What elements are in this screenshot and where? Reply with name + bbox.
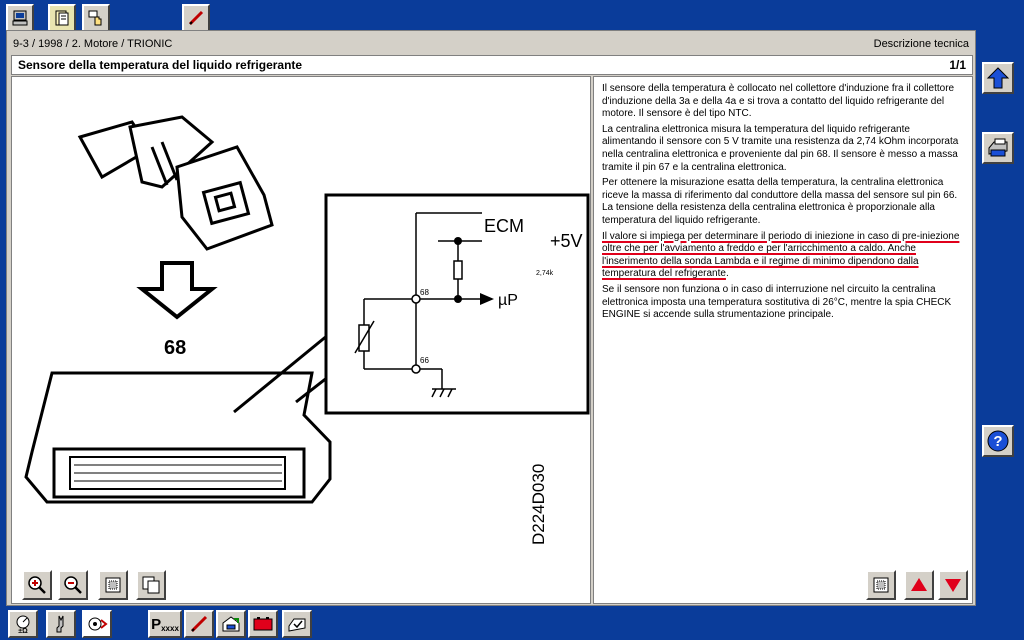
fit-view-icon bbox=[103, 575, 123, 595]
page-title: Sensore della temperatura del liquido refrigerante bbox=[18, 58, 303, 72]
navigate-up-button[interactable] bbox=[982, 62, 1014, 94]
document-button[interactable] bbox=[48, 4, 76, 30]
wrench-icon bbox=[51, 614, 71, 634]
highlighted-text-end: . bbox=[725, 268, 729, 280]
diagram-code: D224D030 bbox=[529, 463, 548, 545]
page-up-button[interactable] bbox=[904, 570, 934, 600]
car-history-button[interactable] bbox=[216, 610, 246, 638]
description-paragraph: Il sensore della temperatura è collocato nel collettore d'induzione fra il collettore d'induzione della 3a e della 4a e si trova a contatto del liquido refrigerante del motore. Il sensore è del tipo NTC. bbox=[602, 83, 955, 120]
xxxx-label: xxxx bbox=[161, 623, 179, 633]
zoom-in-button[interactable] bbox=[22, 570, 52, 600]
svg-text:±Ω: ±Ω bbox=[18, 628, 28, 634]
computer-icon bbox=[11, 9, 29, 27]
copy-icon bbox=[141, 575, 161, 595]
description-paragraph: La centralina elettronica misura la temperatura del liquido refrigerante alimentando il sensore con 5 V tramite una resistenza da 2,74 kOhm incorporata nella centralina elettronica e proveniente dal pin 68. Il sensore è messo a massa tramite il pin 67 e la centralina elettronica. bbox=[602, 123, 959, 173]
document-icon bbox=[53, 9, 71, 27]
zoom-out-icon bbox=[63, 575, 83, 595]
checklist-button[interactable] bbox=[282, 610, 312, 638]
zoom-in-icon bbox=[27, 575, 47, 595]
tools-button[interactable] bbox=[46, 610, 76, 638]
p-icon: P bbox=[151, 615, 162, 633]
battery-icon bbox=[252, 614, 274, 634]
pencil-icon bbox=[189, 614, 209, 634]
pin-label-large: 68 bbox=[164, 337, 187, 359]
fit-view-icon bbox=[871, 575, 891, 595]
hand-pointer-icon bbox=[87, 9, 105, 27]
print-button[interactable] bbox=[982, 132, 1014, 164]
top-toolbar bbox=[0, 0, 1024, 30]
header-bar bbox=[7, 31, 975, 55]
arrow-up-icon bbox=[986, 66, 1010, 90]
target-icon bbox=[86, 614, 108, 634]
pin-68-label: 68 bbox=[420, 288, 429, 297]
title-bar bbox=[11, 55, 973, 75]
up-label: µP bbox=[498, 292, 518, 309]
description-paragraph-highlighted bbox=[602, 231, 964, 281]
description-panel bbox=[593, 76, 973, 604]
diagram-panel bbox=[11, 76, 591, 604]
description-paragraph: Per ottenere la misurazione esatta della temperatura, la centralina elettronica riceve la massa di riferimento dal conduttore della massa del sensore sul pin 66. La tensione della resistenza della centralina elettronica è proporzionale alla temperatura del liquido refrigerante. bbox=[602, 177, 958, 226]
parts-button[interactable] bbox=[148, 610, 182, 638]
hand-pointer-button[interactable] bbox=[82, 4, 110, 30]
clipboard-icon bbox=[286, 614, 308, 634]
fit-view-button-right[interactable] bbox=[866, 570, 896, 600]
copy-button[interactable] bbox=[136, 570, 166, 600]
pencil-icon bbox=[187, 9, 205, 27]
house-car-icon bbox=[220, 614, 242, 634]
fit-view-button[interactable] bbox=[98, 570, 128, 600]
technical-info-button[interactable] bbox=[82, 610, 112, 638]
doc-type-label: Descrizione tecnica bbox=[873, 38, 969, 50]
help-button[interactable] bbox=[982, 425, 1014, 457]
breadcrumb: 9-3 / 1998 / 2. Motore / TRIONIC bbox=[13, 38, 173, 50]
zoom-out-button[interactable] bbox=[58, 570, 88, 600]
resistor-label: 2,74k bbox=[536, 270, 554, 277]
sensor-diagram bbox=[12, 77, 590, 603]
description-paragraph: Se il sensore non funziona o in caso di interruzione nel circuito la centralina elettronica imposta una temperatura sostitutiva di 26°C, mentre la spia CHECK ENGINE si accende sulla strumentazione principale. bbox=[602, 283, 952, 321]
page-number: 1/1 bbox=[949, 58, 966, 72]
page-down-button[interactable] bbox=[938, 570, 968, 600]
computer-button[interactable] bbox=[6, 4, 34, 30]
down-arrow-icon bbox=[142, 263, 212, 317]
circuit-box bbox=[326, 195, 588, 413]
arrow-down-icon bbox=[943, 575, 963, 595]
bottom-toolbar bbox=[0, 606, 1024, 640]
pencil-button[interactable] bbox=[182, 4, 210, 30]
highlighted-text: Il valore si impiega per determinare il periodo di iniezione in caso di pre-iniezione oltre che per l'avviamento a freddo e per l'arricchimento a caldo. Anche l'inserimento della sonda Lambda e il regime di minimo dipendono dalla temperatura del refrigerante bbox=[602, 230, 960, 280]
edit-button[interactable] bbox=[184, 610, 214, 638]
gauge-icon bbox=[12, 614, 34, 634]
battery-button[interactable] bbox=[248, 610, 278, 638]
help-icon bbox=[986, 429, 1010, 453]
sensor-drawing bbox=[80, 117, 272, 249]
pin-66-label: 66 bbox=[420, 356, 429, 365]
svg-text:?: ? bbox=[993, 433, 1003, 450]
diagnostic-button[interactable] bbox=[8, 610, 38, 638]
ecu-drawing bbox=[26, 373, 330, 502]
ecm-label: ECM bbox=[484, 216, 524, 236]
arrow-up-icon bbox=[909, 575, 929, 595]
voltage-label: +5V bbox=[550, 231, 583, 251]
printer-icon bbox=[986, 136, 1010, 160]
main-panel bbox=[6, 30, 976, 606]
